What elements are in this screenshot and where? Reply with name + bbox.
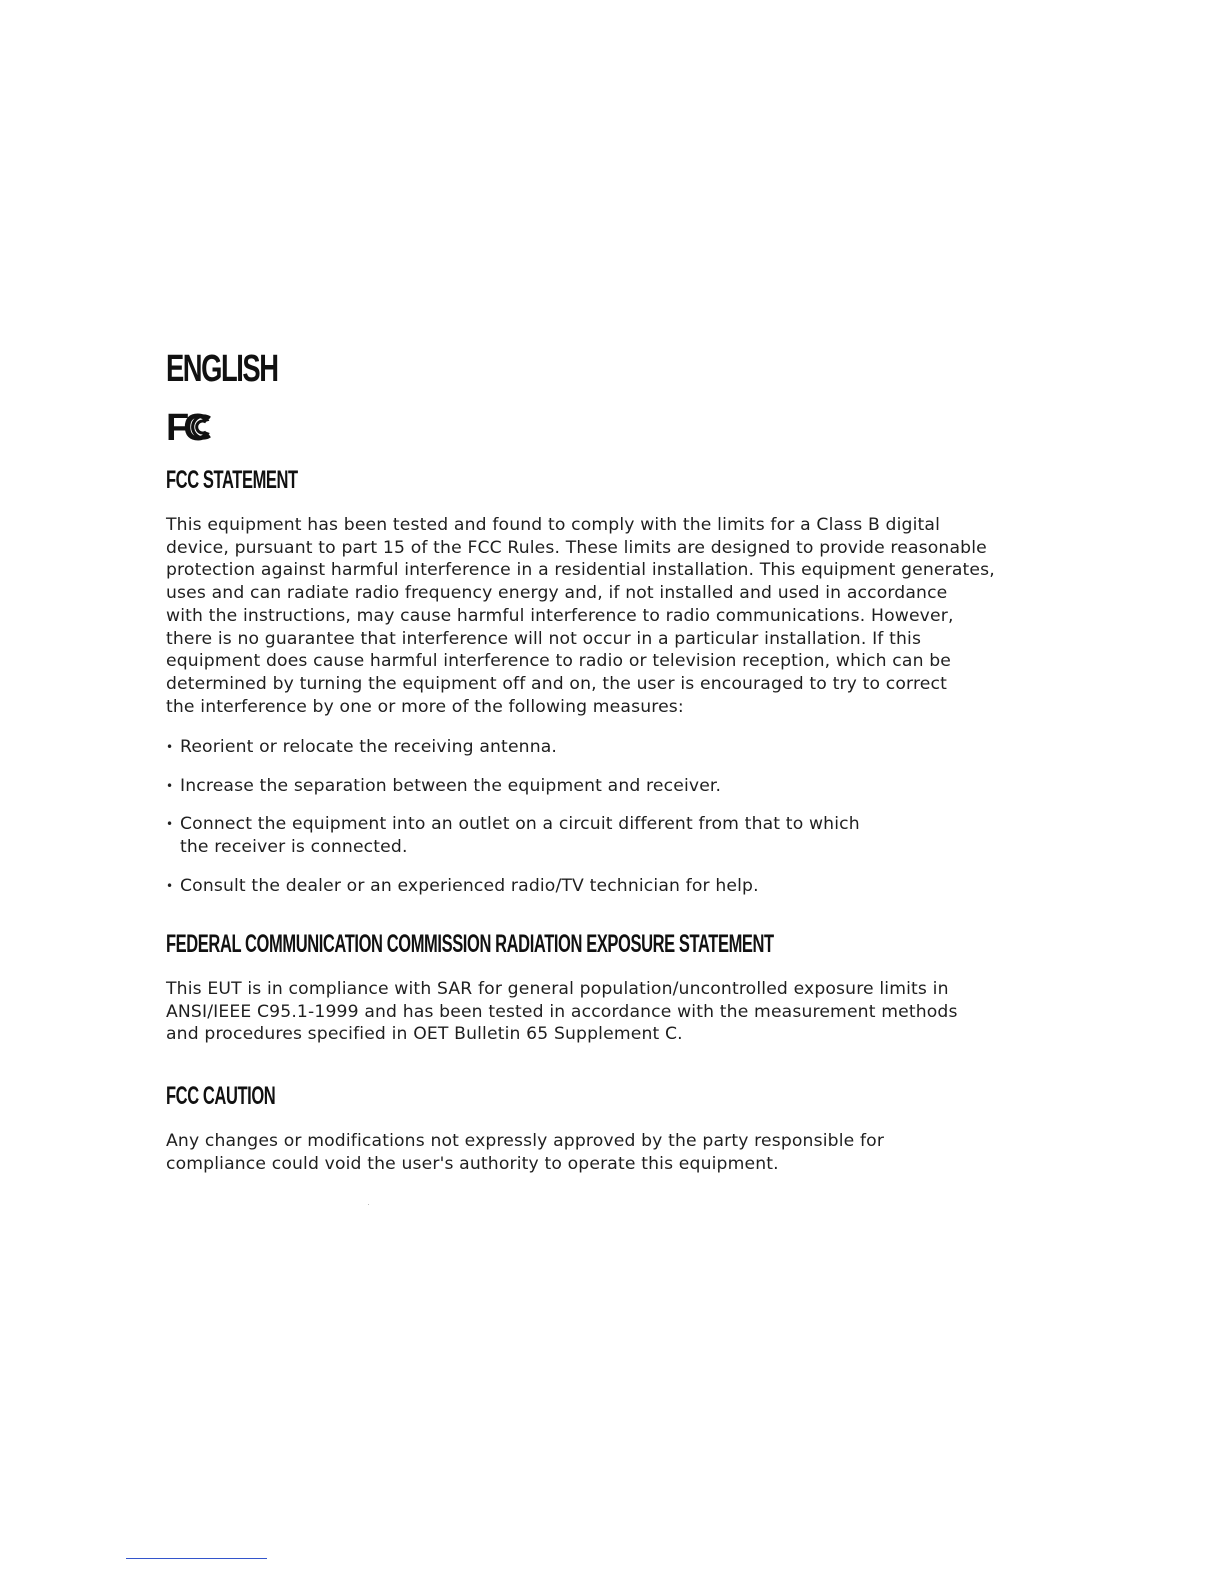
radiation-exposure-heading: FEDERAL COMMUNICATION COMMISSION RADIATION EXPOSURE STATEMENT <box>166 930 774 958</box>
paragraph-line: This equipment has been tested and found to comply with the limits for a Class B digital <box>166 515 941 535</box>
scan-speck <box>368 1204 369 1205</box>
paragraph-line: with the instructions, may cause harmful interference to radio communications. However, <box>166 605 954 626</box>
list-item: • Reorient or relocate the receiving antenna. <box>166 736 966 759</box>
fcc-logo-icon <box>166 406 214 446</box>
paragraph-line: there is no guarantee that interference will not occur in a particular installation. If this <box>166 628 922 649</box>
list-item: • Consult the dealer or an experienced radio/TV technician for help. <box>166 875 966 898</box>
fcc-statement-heading: FCC STATEMENT <box>166 466 298 494</box>
paragraph-line: determined by turning the equipment off and on, the user is encouraged to try to correct <box>166 673 948 694</box>
paragraph-line: the interference by one or more of the following measures: <box>166 696 684 717</box>
paragraph-line: This EUT is in compliance with SAR for general population/uncontrolled exposure limits in <box>166 979 949 999</box>
footer-rule <box>126 1558 267 1559</box>
paragraph-line: device, pursuant to part 15 of the FCC Rules. These limits are designed to provide reasonable <box>166 537 987 558</box>
paragraph-line: and procedures specified in OET Bulletin 65 Supplement C. <box>166 1024 683 1045</box>
paragraph-line: equipment does cause harmful interference to radio or television reception, which can be <box>166 651 952 672</box>
fcc-statement-paragraph <box>166 514 995 718</box>
paragraph-line: uses and can radiate radio frequency energy and, if not installed and used in accordance <box>166 583 948 604</box>
paragraph-line: ANSI/IEEE C95.1-1999 and has been tested in accordance with the measurement methods <box>166 1001 958 1022</box>
fcc-caution-paragraph <box>166 1130 884 1175</box>
paragraph-line: Any changes or modifications not expressly approved by the party responsible for <box>166 1131 885 1151</box>
paragraph-line: compliance could void the user's authority to operate this equipment. <box>166 1153 779 1174</box>
svg-text:FC: FC <box>166 407 205 446</box>
list-item: • Connect the equipment into an outlet on a circuit different from that to which the receiver is connected. <box>166 813 966 858</box>
list-item: • Increase the separation between the equipment and receiver. <box>166 775 966 798</box>
paragraph-line: protection against harmful interference in a residential installation. This equipment generates, <box>166 560 995 581</box>
measures-list <box>166 736 966 914</box>
fcc-caution-heading: FCC CAUTION <box>166 1082 276 1110</box>
language-heading: ENGLISH <box>166 348 278 390</box>
radiation-exposure-paragraph <box>166 978 958 1046</box>
